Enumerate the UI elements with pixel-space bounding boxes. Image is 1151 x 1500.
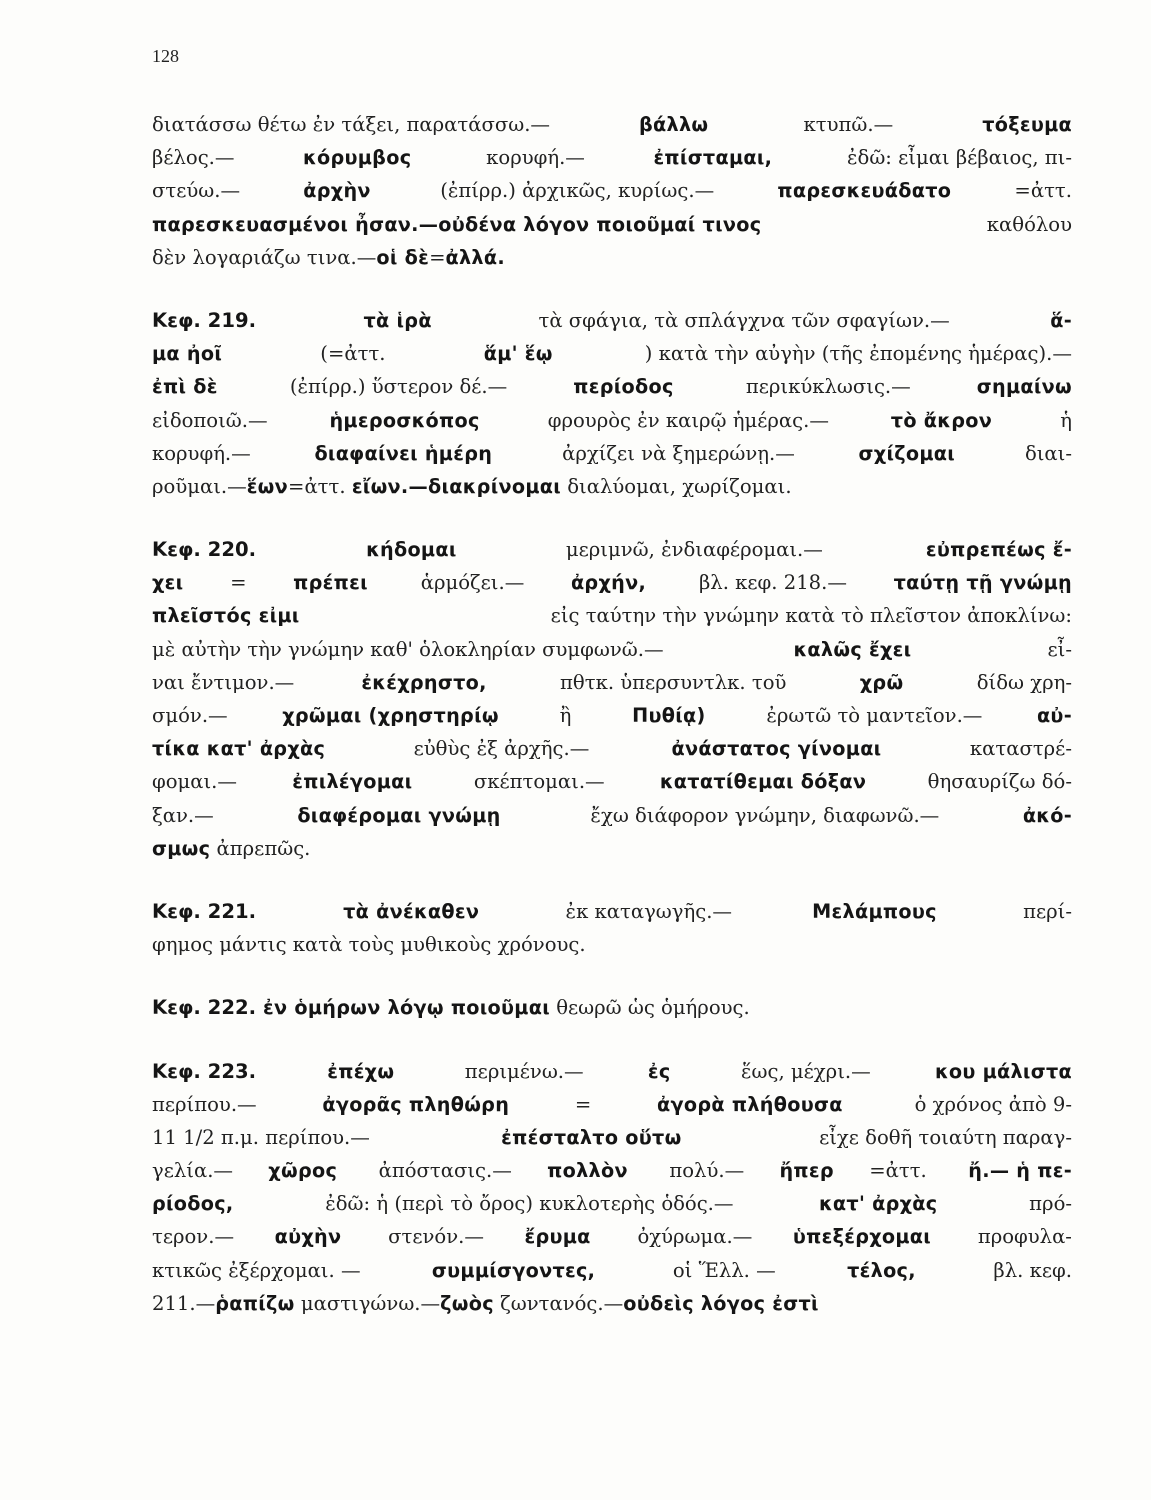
gloss-text: ροῦμαι.— [152,474,247,498]
gloss-text: πολύ.— [663,1159,745,1183]
chapter-heading: Κεφ. 220. [152,538,257,562]
gloss-text: διαι- [1018,441,1072,465]
gloss-text: θησαυρίζω δό- [921,770,1072,794]
gloss-text: κτυπῶ.— [797,113,894,136]
gloss-text: οἱ Ἕλλ. — [666,1258,776,1282]
gloss-text: ) κατὰ τὴν αὐγὴν (τῆς ἐπομένης ἡμέρας).— [644,342,1072,366]
gloss-text: (ἐπίρρ.) ἀρχικῶς, κυρίως.— [433,179,715,203]
gloss-text: εἶ- [1041,637,1072,661]
gloss-text: περικύκλωσις.— [739,375,911,399]
glossed-term: παρεσκευάδατο [777,179,952,203]
gloss-text: περιμένω.— [458,1059,584,1083]
gloss-text: 11 1/2 π.μ. περίπου.— [152,1125,370,1149]
gloss-text: ὁ χρόνος ἀπὸ 9- [908,1092,1072,1116]
text-line [152,1088,1072,1121]
gloss-text: στενόν.— [381,1225,484,1249]
page-number: 128 [152,46,179,66]
glossed-term: χῶρος [268,1159,338,1183]
gloss-text: ναι ἔντιμον.— [152,670,295,694]
text-line [152,732,1072,765]
page-text [152,108,1072,1320]
gloss-text: =ἀττ. [1014,179,1072,203]
glossed-term: κου μάλιστα [934,1059,1072,1083]
text-line [152,1220,1072,1253]
glossed-term: ἐκέχρηστο, [361,670,487,694]
glossed-term: ἡμεροσκόπος [329,408,480,432]
gloss-text: ἀπόστασις.— [372,1159,512,1183]
text-line [152,599,1072,632]
chapter-heading: Κεφ. 222. [152,996,257,1020]
gloss-text: =ἀττ. [288,474,352,498]
glossed-term: οὐδεὶς λόγος ἐστὶ [623,1291,819,1315]
text-line [152,1187,1072,1220]
glossed-term: ἤ.— ἡ πε- [968,1159,1072,1183]
glossed-term: σημαίνω [976,375,1072,399]
glossed-term: ἀρχὴν [303,179,371,203]
gloss-text: σκέπτομαι.— [467,770,605,794]
glossed-term: ἐπιλέγομαι [292,770,413,794]
glossed-term: ἀλλά. [445,245,505,269]
gloss-text: = [230,571,247,595]
gloss-text: φομαι.— [152,770,237,794]
gloss-text: =ἀττ. [869,1159,933,1183]
text-line [152,533,1072,566]
text-line [152,404,1072,437]
text-line [152,1254,1072,1287]
glossed-term: αὐ- [1036,704,1072,727]
glossed-term: κατατίθεμαι δόξαν [659,770,867,794]
glossed-term: χει [152,571,184,595]
glossed-term: διαφέρομαι γνώμῃ [297,803,501,827]
glossed-term: διαφαίνει ἡμέρη [314,441,493,465]
text-line [152,1055,1072,1088]
glossed-term: Μελάμπους [812,899,937,923]
glossed-term: ἐπέσταλτο οὕτω [501,1125,682,1149]
glossed-term: ἀγορᾶς πληθώρη [322,1092,510,1116]
text-line [152,108,1072,141]
text-line [152,1154,1072,1187]
gloss-text: κτικῶς ἐξέρχομαι. — [152,1258,361,1282]
glossed-term: χρῶμαι (χρηστηρίῳ [282,704,499,727]
glossed-term: ῥαπίζω [215,1291,295,1315]
text-line [152,437,1072,470]
gloss-text: εἰς ταύτην τὴν γνώμην κατὰ τὸ πλεῖστον ἀποκλίνω: [544,604,1072,628]
text-line [152,799,1072,832]
glossed-term: κήδομαι [359,538,457,562]
glossed-term: ἐπέχω [320,1059,395,1083]
glossed-term: ἐπὶ δὲ [152,375,218,399]
gloss-text: 211.— [152,1291,216,1315]
gloss-text: καταστρέ- [963,737,1072,761]
gloss-text: ἕως, μέχρι.— [734,1059,871,1083]
gloss-text: βέλος.— [152,146,235,170]
gloss-text: φημος μάντις κατὰ τοὺς μυθικοὺς χρόνους. [152,933,586,957]
gloss-text: μεριμνῶ, ἐνδιαφέρομαι.— [559,538,823,562]
gloss-text: εἶχε δοθῆ τοιαύτη παραγ- [812,1125,1072,1149]
glossed-term: ἐν ὁμήρων λόγῳ ποιοῦμαι [256,996,550,1020]
glossed-term: πολλὸν [547,1159,628,1183]
gloss-text: ἐδῶ: ἡ (περὶ τὸ ὄρος) κυκλοτερὴς ὁδός.— [319,1192,734,1216]
glossed-term: ἕων [246,474,289,498]
glossed-term: τὸ ἄκρον [890,408,993,432]
glossed-term: κατ' ἀρχὰς [819,1192,938,1216]
text-line [152,832,1072,865]
glossed-term: τόξευμα [982,113,1072,136]
paragraph-gap [152,865,1072,895]
text-line [152,991,1072,1024]
gloss-text: ἐδῶ: εἶμαι βέβαιος, πι- [840,146,1072,170]
glossed-term: τίκα κατ' ἀρχὰς [152,737,326,761]
gloss-text: τερον.— [152,1225,235,1249]
gloss-text: θεωρῶ ὡς ὁμήρους. [549,996,750,1020]
gloss-text: ἡ [1053,408,1072,432]
chapter-heading: Κεφ. 219. [152,308,257,332]
glossed-term: πρέπει [293,571,368,595]
text-line [152,337,1072,370]
gloss-text: δὲν λογαριάζω τινα.— [152,245,377,269]
paragraph-gap [152,961,1072,991]
gloss-text: σμόν.— [152,704,228,727]
gloss-text: δίδω χρη- [970,670,1072,694]
gloss-text: φρουρὸς ἐν καιρῷ ἡμέρας.— [541,408,829,432]
glossed-term: σμως [152,836,211,860]
gloss-text: μαστιγώνω.— [294,1291,441,1315]
text-line [152,765,1072,798]
gloss-text: ἀπρεπῶς. [210,836,311,860]
glossed-term: ὑπεξέρχομαι [792,1225,932,1249]
gloss-text: περίπου.— [152,1092,257,1116]
glossed-term: καλῶς ἔχει [793,637,912,661]
gloss-text: πρό- [1022,1192,1072,1216]
glossed-term: ἀρχήν, [570,571,647,595]
glossed-term: ζωὸς [440,1291,494,1315]
gloss-text: βλ. κεφ. 218.— [692,571,847,595]
glossed-term: εὐπρεπέως ἔ- [925,538,1072,562]
glossed-term: χρῶ [859,670,904,694]
gloss-text: μὲ αὐτὴν τὴν γνώμην καθ' ὁλοκληρίαν συμφωνῶ.— [152,637,664,661]
text-line [152,633,1072,666]
glossed-term: τέλος, [847,1258,916,1282]
gloss-text: = [429,245,446,269]
gloss-text: διατάσσω θέτω ἐν τάξει, παρατάσσω.— [152,113,551,136]
gloss-text: ἐρωτῶ τὸ μαντεῖον.— [760,704,983,727]
gloss-text: κορυφή.— [152,441,251,465]
glossed-term: αὐχὴν [274,1225,342,1249]
glossed-term: περίοδος [573,375,674,399]
paragraph-gap [152,503,1072,533]
glossed-term: ἀνάστατος γίνομαι [671,737,882,761]
text-line [152,370,1072,403]
glossed-term: ἀγορὰ πλήθουσα [657,1092,843,1116]
glossed-term: Πυθίᾳ) [632,704,706,727]
text-line [152,928,1072,961]
text-line [152,304,1072,337]
text-line [152,174,1072,207]
text-line [152,895,1072,928]
gloss-text: καθόλου [980,212,1072,236]
glossed-term: συμμίσγοντες, [431,1258,596,1282]
chapter-heading: Κεφ. 223. [152,1059,257,1083]
text-line [152,699,1072,732]
gloss-text: ξαν.— [152,803,214,827]
chapter-heading: Κεφ. 221. [152,899,257,923]
glossed-term: τὰ ἀνέκαθεν [336,899,480,923]
gloss-text: τὰ σφάγια, τὰ σπλάγχνα τῶν σφαγίων.— [532,308,950,332]
text-line [152,666,1072,699]
glossed-term: ἐπίσταμαι, [653,146,773,170]
gloss-text: πθτκ. ὑπερσυντλκ. τοῦ [553,670,793,694]
glossed-term: μα ἠοῖ [152,342,223,366]
glossed-term: ρίοδος, [152,1192,234,1216]
text-line [152,1287,1072,1320]
glossed-term: σχίζομαι [858,441,956,465]
gloss-text: ἐκ καταγωγῆς.— [559,899,733,923]
gloss-text: περί- [1016,899,1072,923]
text-line [152,470,1072,503]
gloss-text: (=ἀττ. [314,342,392,366]
glossed-term: οἱ δὲ [376,245,430,269]
text-line [152,241,1072,274]
glossed-term: ἅμ' ἕῳ [483,342,553,366]
glossed-term: ἐς [647,1059,671,1083]
gloss-text: ζωντανός.— [493,1291,624,1315]
gloss-text: ἢ [553,704,578,727]
gloss-text: ἁρμόζει.— [414,571,525,595]
gloss-text: = [574,1092,592,1116]
text-line [152,566,1072,599]
paragraph-gap [152,274,1072,304]
gloss-text: γελία.— [152,1159,234,1183]
gloss-text: (ἐπίρρ.) ὕστερον δέ.— [283,375,508,399]
text-line [152,208,1072,241]
gloss-text: εἰδοποιῶ.— [152,408,268,432]
gloss-text: βλ. κεφ. [987,1258,1072,1282]
gloss-text: εὐθὺς ἐξ ἀρχῆς.— [407,737,590,761]
gloss-text: στεύω.— [152,179,241,203]
gloss-text: κορυφή.— [479,146,585,170]
gloss-text: ἔχω διάφορον γνώμην, διαφωνῶ.— [584,803,940,827]
glossed-term: ταύτῃ τῇ γνώμῃ [893,571,1072,595]
gloss-text: ἀρχίζει νὰ ξημερώνῃ.— [555,441,795,465]
gloss-text: προφυλα- [971,1225,1072,1249]
text-line [152,1121,1072,1154]
gloss-text: ὀχύρωμα.— [631,1225,753,1249]
glossed-term: ἔρυμα [524,1225,591,1249]
glossed-term: εἴων.—διακρίνομαι [351,474,562,498]
glossed-term: παρεσκευασμένοι ἦσαν.—οὐδένα λόγον ποιοῦμαί τινος [152,212,762,236]
glossed-term: ἤπερ [779,1159,834,1183]
paragraph-gap [152,1025,1072,1055]
text-line [152,141,1072,174]
gloss-text: διαλύομαι, χωρίζομαι. [561,474,792,498]
glossed-term: βάλλω [638,113,709,136]
glossed-term: πλεῖστός εἰμι [152,604,300,628]
glossed-term: τὰ ἱρὰ [356,308,432,332]
glossed-term: ἅ- [1050,308,1072,332]
glossed-term: ἀκό- [1022,803,1072,827]
glossed-term: κόρυμβος [303,146,412,170]
